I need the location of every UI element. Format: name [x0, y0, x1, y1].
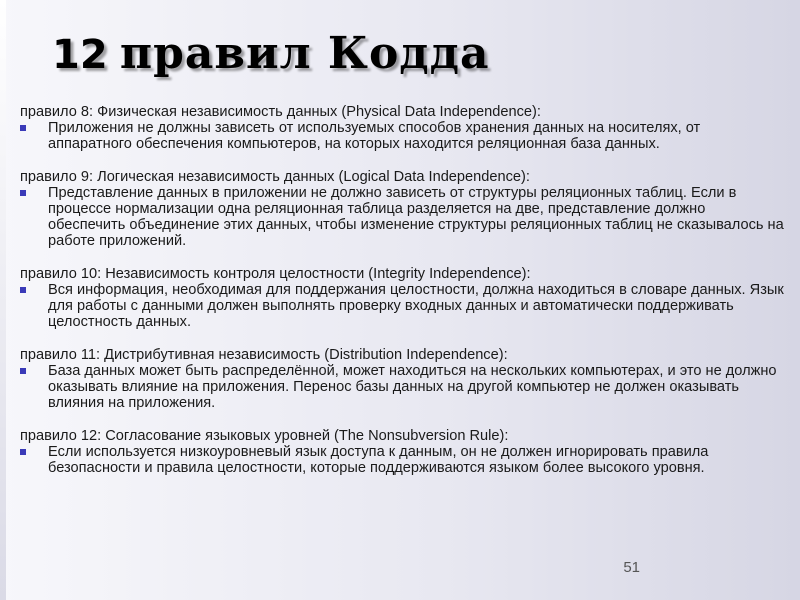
rule-heading: правило 10: Независимость контроля целостности (Integrity Independence): — [20, 266, 531, 282]
rule-text: Если используется низкоуровневый язык доступа к данным, он не должен игнорировать правила безопасности и правила целостности, которые поддерживаются языком более высокого уровня. — [48, 444, 709, 476]
slide-edge-decoration — [0, 0, 6, 600]
rule-heading: правило 12: Согласование языковых уровней (The Nonsubversion Rule): — [20, 428, 509, 444]
title-number: 12 — [52, 32, 108, 78]
slide-content — [20, 104, 784, 493]
rule-text: База данных может быть распределённой, может находиться на нескольких компьютерах, и это не должно оказывать влияние на приложения. Перенос базы данных на другой компьютер не должен оказывать влияния на приложения. — [48, 363, 777, 411]
square-bullet-icon — [20, 368, 26, 374]
rule-heading: правило 11: Дистрибутивная независимость (Distribution Independence): — [20, 347, 508, 363]
rule-bullet-item — [20, 444, 784, 476]
square-bullet-icon — [20, 190, 26, 196]
rule-heading: правило 8: Физическая независимость данных (Physical Data Independence): — [20, 104, 541, 120]
page-number: 51 — [623, 559, 640, 576]
rule-9 — [20, 169, 784, 249]
rule-text: Приложения не должны зависеть от используемых способов хранения данных на носителях, от аппаратного обеспечения компьютеров, на которых находится реляционная база данных. — [48, 120, 701, 152]
rule-bullet-item — [20, 363, 784, 411]
square-bullet-icon — [20, 287, 26, 293]
title-text: правил Кодда — [119, 28, 490, 79]
square-bullet-icon — [20, 449, 26, 455]
slide-title — [52, 26, 489, 83]
rule-10 — [20, 266, 784, 330]
rule-11 — [20, 347, 784, 411]
rule-bullet-item — [20, 282, 784, 330]
rule-12 — [20, 428, 784, 476]
square-bullet-icon — [20, 125, 26, 131]
rule-text: Вся информация, необходимая для поддержания целостности, должна находиться в словаре данных. Язык для работы с данными должен выполнять проверку входных данных и автоматически поддерживать целостность данных. — [48, 282, 784, 330]
rule-heading: правило 9: Логическая независимость данных (Logical Data Independence): — [20, 169, 530, 185]
rule-text: Представление данных в приложении не должно зависеть от структуры реляционных таблиц. Если в процессе нормализации одна реляционная таблица разделяется на две, представление должно обеспечить объединение этих данных, чтобы изменение структуры реляционных таблиц не сказывалось на работе приложений. — [48, 185, 784, 249]
rule-bullet-item — [20, 120, 784, 152]
rule-bullet-item — [20, 185, 784, 249]
rule-8 — [20, 104, 784, 152]
